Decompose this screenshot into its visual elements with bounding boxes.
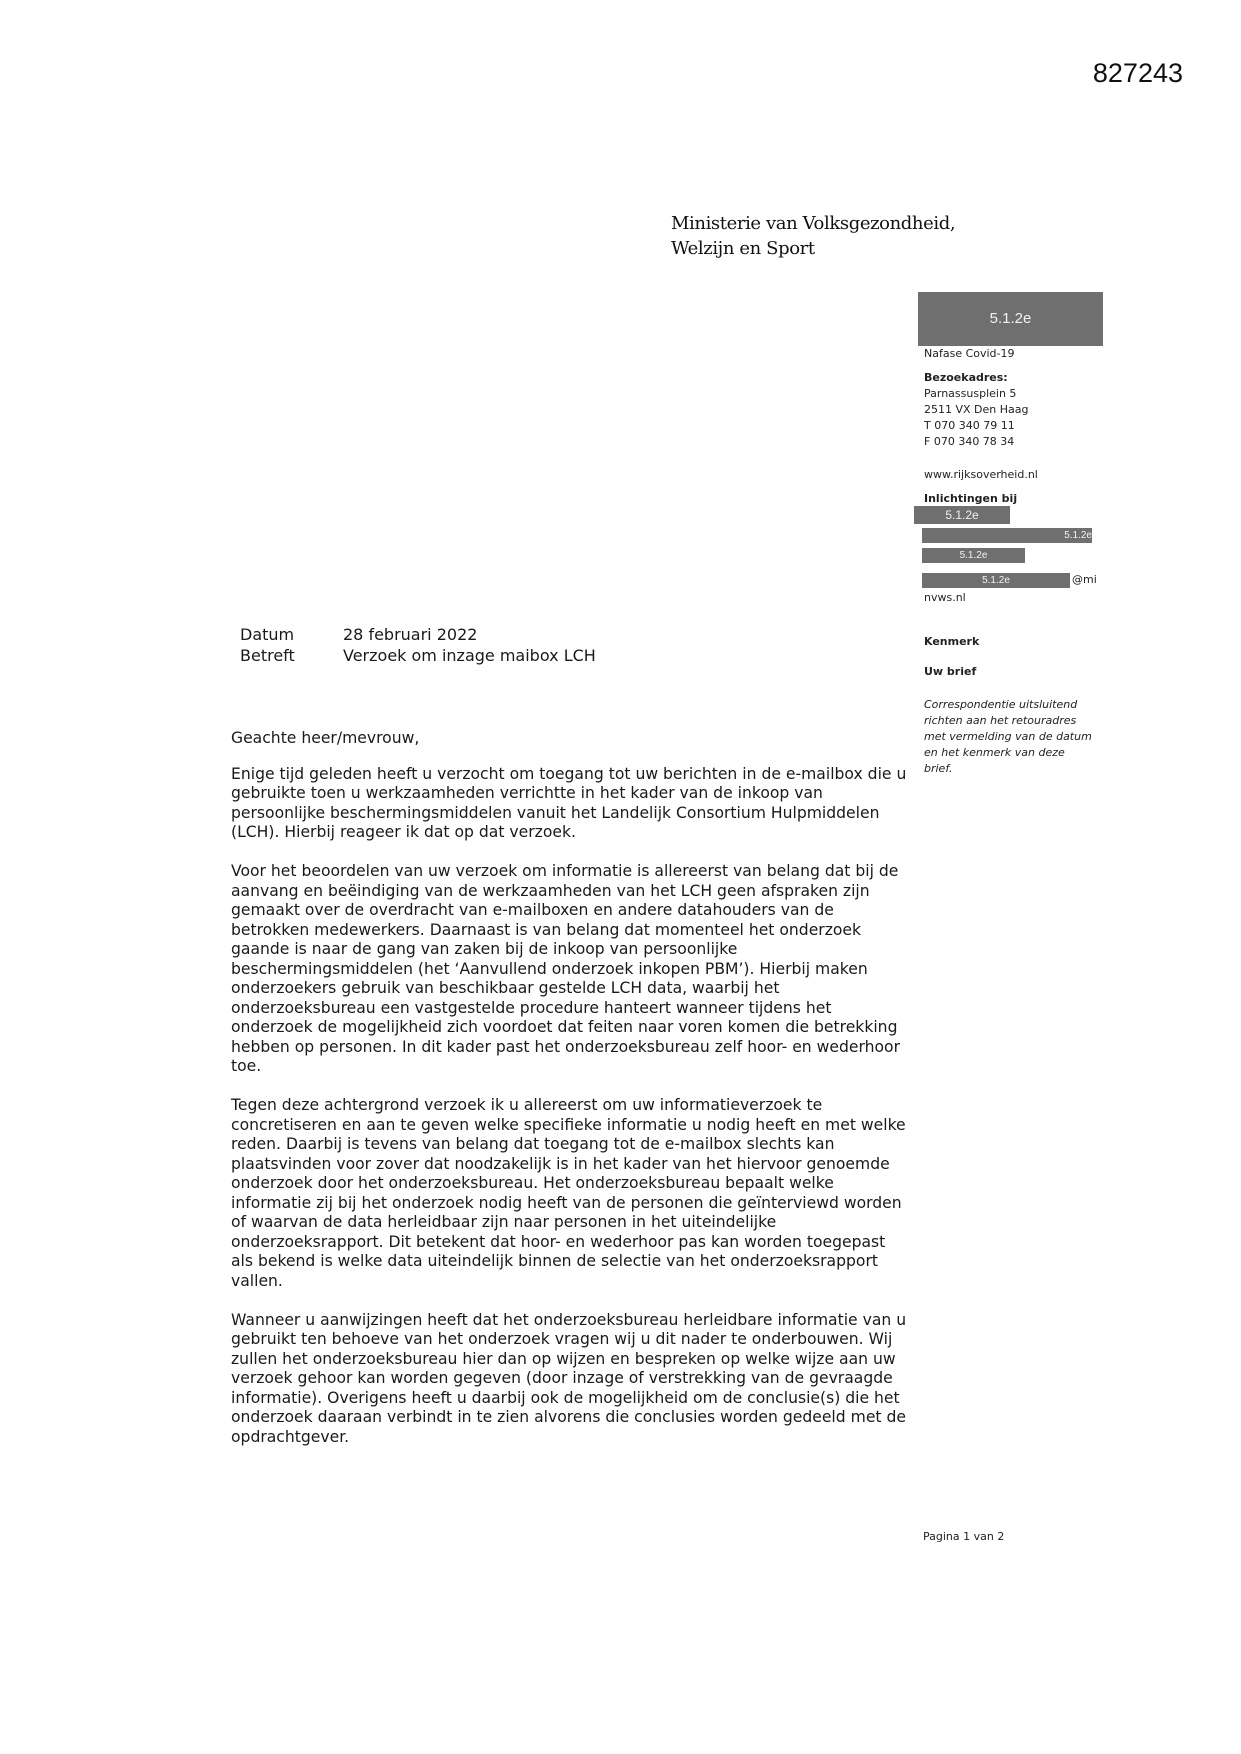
email-suffix: @mi [1072, 573, 1097, 586]
redaction-block-header: 5.1.2e [918, 292, 1103, 346]
subject-row [240, 645, 596, 666]
website-link[interactable]: www.rijksoverheid.nl [924, 468, 1038, 481]
subject-label: Betreft [240, 646, 295, 665]
ministry-logo-text [671, 211, 955, 261]
email-domain: nvws.nl [924, 591, 966, 604]
address-city: 2511 VX Den Haag [924, 403, 1029, 416]
fax-number: F 070 340 78 34 [924, 435, 1015, 448]
date-row [240, 624, 596, 645]
correspondence-note-line: brief. [924, 762, 953, 775]
ministry-name-line2: Welzijn en Sport [671, 238, 815, 259]
visit-address-heading: Bezoekadres: [924, 371, 1008, 384]
info-heading: Inlichtingen bij [924, 492, 1018, 505]
page-number: Pagina 1 van 2 [923, 1530, 1005, 1543]
address-street: Parnassusplein 5 [924, 387, 1017, 400]
letter-meta [240, 624, 596, 666]
paragraph: Enige tijd geleden heeft u verzocht om toegang tot uw berichten in de e-mailbox die u gebruikte toen u werkzaamheden verrichtte in het kader van de inkoop van persoonlijke beschermingsmiddelen vanuit het Landelijk Consortium Hulpmiddelen (LCH). Hierbij reageer ik dat op dat verzoek. [231, 764, 907, 841]
date-label: Datum [240, 625, 295, 644]
kenmerk-label: Kenmerk [924, 635, 980, 648]
subject-value: Verzoek om inzage maibox LCH [343, 646, 596, 665]
paragraph: Voor het beoordelen van uw verzoek om informatie is allereerst van belang dat bij de aanvang en beëindiging van de werkzaamheden van het LCH geen afspraken zijn gemaakt over de overdracht van e-mailboxen en andere datahouders van de betrokken medewerkers. Daarnaast is van belang dat momenteel het onderzoek gaande is naar de gang van zaken bij de inkoop van persoonlijke beschermingsmiddelen (het ‘Aanvullend onderzoek inkopen PBM’). Hierbij maken onderzoekers gebruik van beschikbaar gestelde LCH data, waarbij het onderzoeksbureau een vastgestelde procedure hanteert wanneer tijdens het onderzoek de mogelijkheid zich voordoet dat feiten naar voren komen die betrekking hebben op personen. In dit kader past het onderzoeksbureau zelf hoor- en wederhoor toe. [231, 862, 901, 1075]
document-number: 827243 [1092, 58, 1183, 88]
letter-body [231, 729, 911, 1467]
ministry-name-line1: Ministerie van Volksgezondheid, [671, 213, 956, 234]
correspondence-note-line: en het kenmerk van deze [924, 746, 1065, 759]
greeting: Geachte heer/mevrouw, [231, 729, 420, 747]
redaction-block-2: 5.1.2e [922, 528, 1092, 543]
department-name: Nafase Covid-19 [924, 347, 1015, 360]
uw-brief-label: Uw brief [924, 665, 977, 678]
paragraph: Tegen deze achtergrond verzoek ik u allereerst om uw informatieverzoek te concretiseren en aan te geven welke specifieke informatie u nodig heeft en met welke reden. Daarbij is tevens van belang dat toegang tot de e-mailbox slechts kan plaatsvinden voor zover dat noodzakelijk is in het kader van het hiervoor genoemde onderzoek door het onderzoeksbureau. Het onderzoeksbureau bepaalt welke informatie zij bij het onderzoek nodig heeft van de personen die geïnterviewd worden of waarvan de data herleidbaar zijn naar personen in het uiteindelijke onderzoeksrapport. Dit betekent dat hoor- en wederhoor pas kan worden toegepast als bekend is welke data uiteindelijk binnen de selectie van het onderzoeksrapport vallen. [231, 1096, 906, 1290]
redaction-block-4: 5.1.2e [922, 573, 1070, 588]
paragraph: Wanneer u aanwijzingen heeft dat het onderzoeksbureau herleidbare informatie van u gebruikt ten behoeve van het onderzoek vragen wij u dit nader te onderbouwen. Wij zullen het onderzoeksbureau hier dan op wijzen en bespreken op welke wijze aan uw verzoek gehoor kan worden gegeven (door inzage of verstrekking van de gevraagde informatie). Overigens heeft u daarbij ook de mogelijkheid om de conclusie(s) die het onderzoek daaraan verbindt in te zien alvorens die conclusies worden gedeeld met de opdrachtgever. [231, 1310, 907, 1446]
correspondence-note-line: met vermelding van de datum [924, 730, 1092, 743]
phone-number: T 070 340 79 11 [924, 419, 1015, 432]
correspondence-note-line: richten aan het retouradres [924, 714, 1077, 727]
correspondence-note-line: Correspondentie uitsluitend [924, 698, 1078, 711]
redaction-block-3: 5.1.2e [922, 548, 1025, 563]
redaction-block-1: 5.1.2e [914, 506, 1010, 524]
date-value: 28 februari 2022 [343, 625, 478, 644]
